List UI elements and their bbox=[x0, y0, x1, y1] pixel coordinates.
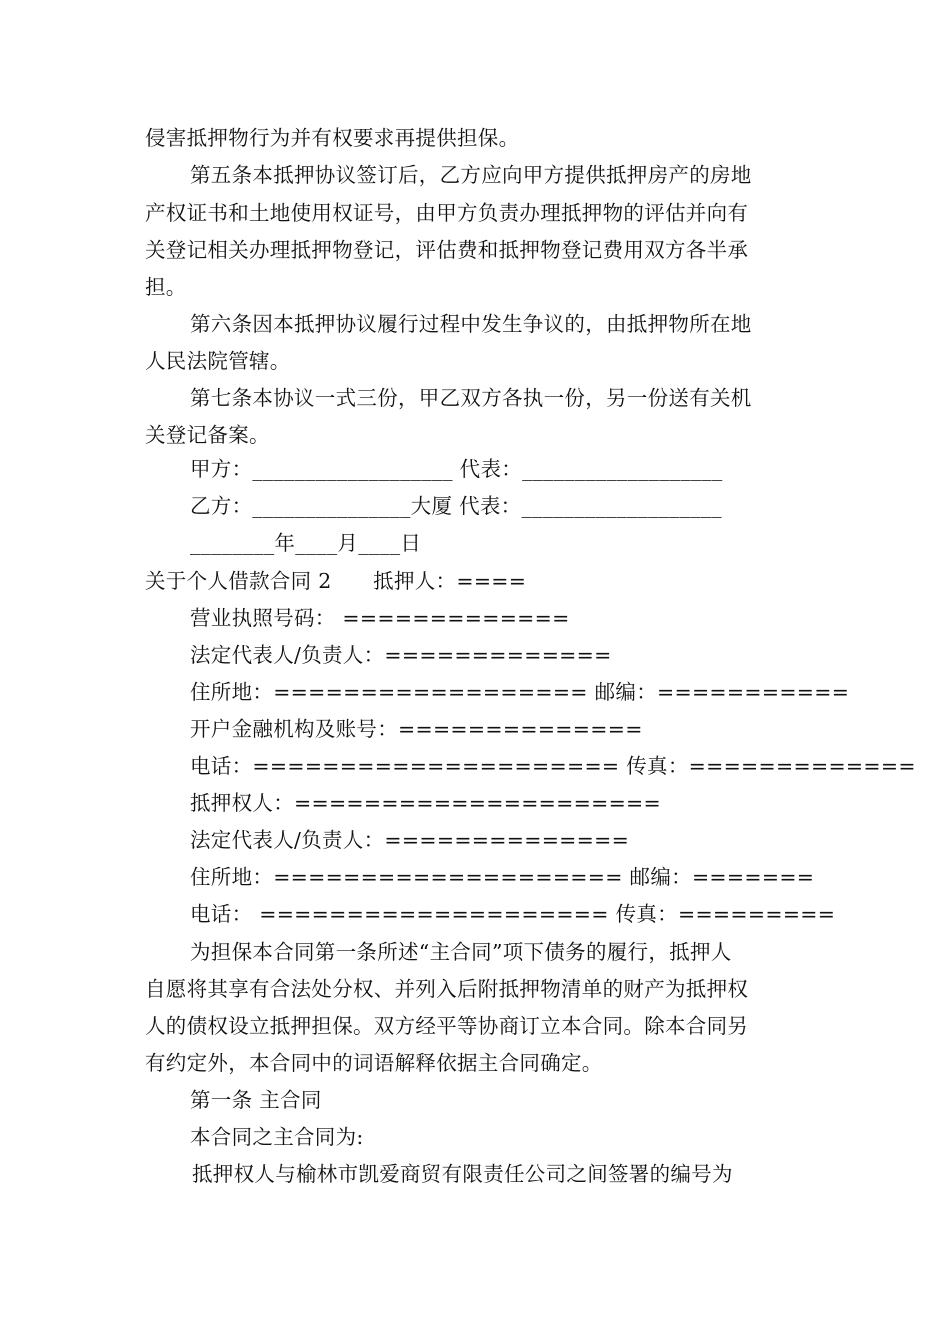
form-field-line: 电话：===================== 传真：============= bbox=[190, 754, 916, 778]
paragraph-line: 自愿将其享有合法处分权、并列入后附抵押物清单的财产为抵押权 bbox=[145, 977, 749, 1001]
form-field-line: 营业执照号码： ============= bbox=[190, 606, 570, 630]
paragraph-line: 本合同之主合同为: bbox=[190, 1125, 364, 1149]
form-field-line: 法定代表人/负责人：============== bbox=[190, 828, 630, 852]
paragraph-line: 侵害抵押物行为并有权要求再提供担保。 bbox=[145, 126, 520, 150]
paragraph-line: 有约定外，本合同中的词语解释依据主合同确定。 bbox=[145, 1051, 603, 1075]
paragraph-line: 关登记备案。 bbox=[145, 423, 270, 447]
form-field-line: 抵押权人：===================== bbox=[190, 791, 662, 815]
paragraph-line: 抵押权人与榆林市凯爱商贸有限责任公司之间签署的编号为 bbox=[192, 1162, 733, 1186]
paragraph-line: 人的债权设立抵押担保。双方经平等协商订立本合同。除本合同另 bbox=[145, 1014, 749, 1038]
signature-line-party-a: 甲方：___________________ 代表：___________________ bbox=[190, 457, 723, 481]
date-line: ________年____月____日 bbox=[190, 531, 422, 555]
paragraph-line: 担。 bbox=[145, 275, 187, 299]
paragraph-line: 关登记相关办理抵押物登记，评估费和抵押物登记费用双方各半承 bbox=[145, 238, 749, 262]
form-field-line: 住所地：================== 邮编：=========== bbox=[190, 680, 850, 704]
section-heading: 关于个人借款合同 2 抵押人：==== bbox=[145, 569, 527, 593]
signature-line-party-b: 乙方：_______________大厦 代表：___________________ bbox=[190, 494, 722, 518]
paragraph-line: 产权证书和土地使用权证号，由甲方负责办理抵押物的评估并向有 bbox=[145, 201, 749, 225]
form-field-line: 法定代表人/负责人：============= bbox=[190, 643, 612, 667]
paragraph-line: 第六条因本抵押协议履行过程中发生争议的，由抵押物所在地 bbox=[190, 312, 752, 336]
paragraph-line: 第五条本抵押协议签订后，乙方应向甲方提供抵押房产的房地 bbox=[190, 163, 752, 187]
form-field-line: 开户金融机构及账号：============== bbox=[190, 717, 643, 741]
paragraph-line: 第七条本协议一式三份，甲乙双方各执一份，另一份送有关机 bbox=[190, 386, 752, 410]
article-heading: 第一条 主合同 bbox=[190, 1088, 322, 1112]
paragraph-line: 为担保本合同第一条所述“主合同”项下债务的履行，抵押人 bbox=[190, 940, 732, 964]
form-field-line: 住所地：==================== 邮编：======= bbox=[190, 865, 815, 889]
form-field-line: 电话： ==================== 传真：========= bbox=[190, 902, 836, 926]
paragraph-line: 人民法院管辖。 bbox=[145, 349, 291, 373]
